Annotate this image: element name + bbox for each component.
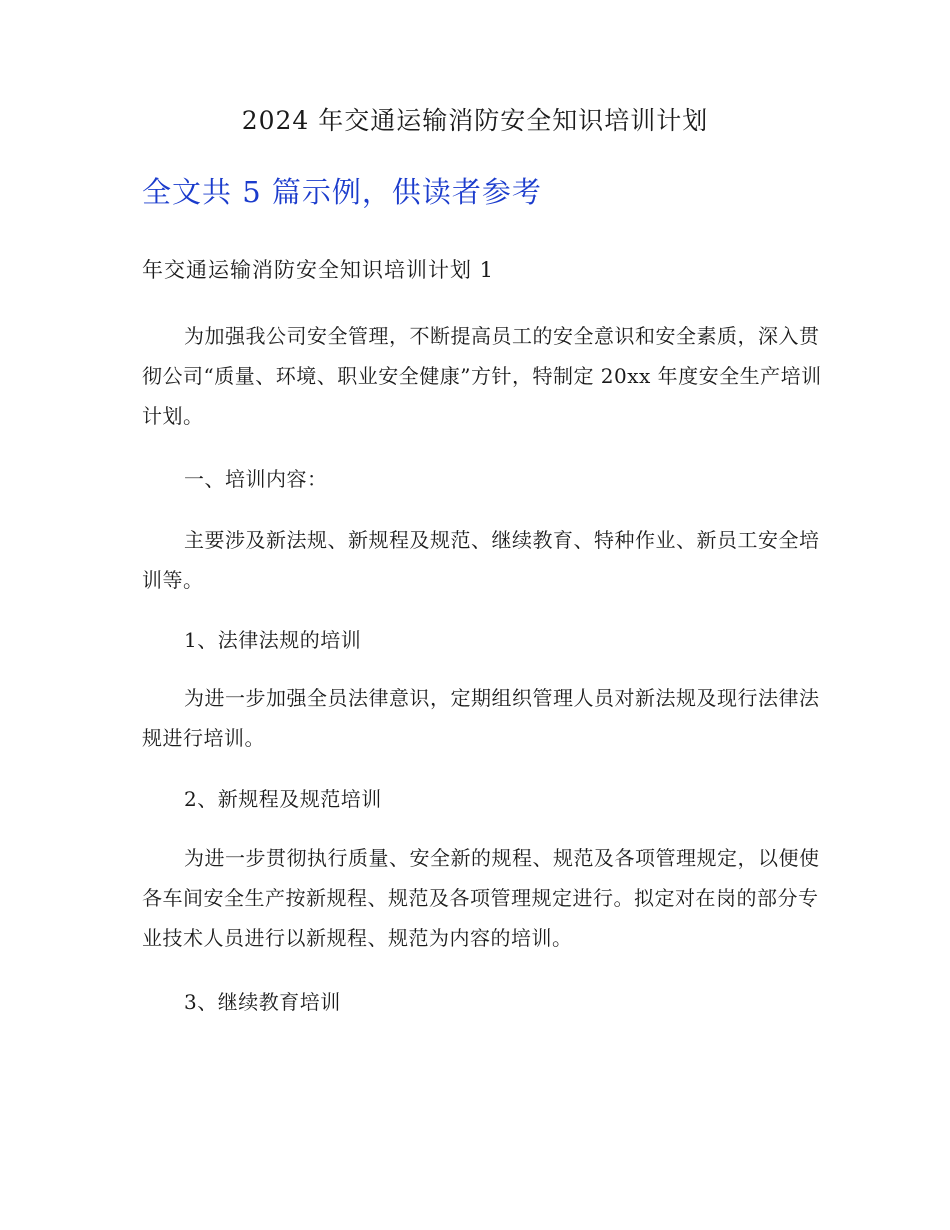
heading-continuing-education: 3、继续教育培训	[184, 990, 341, 1014]
document-title: 2024 年交通运输消防安全知识培训计划	[241, 106, 709, 135]
paragraph-intro: 为加强我公司安全管理，不断提高员工的安全意识和安全素质，深入贯彻公司“质量、环境、职业安全健康”方针，特制定 20xx 年度安全生产培训计划。	[142, 324, 822, 428]
heading-training-content: 一、培训内容：	[184, 467, 328, 491]
heading-law-training: 1、法律法规的培训	[184, 628, 362, 652]
paragraph-regulation-training: 为进一步贯彻执行质量、安全新的规程、规范及各项管理规定，以便使各车间安全生产按新规程、规范及各项管理规定进行。拟定对在岗的部分专业技术人员进行以新规程、规范为内容的培训。	[142, 846, 820, 950]
section-heading: 年交通运输消防安全知识培训计划 1	[142, 258, 495, 282]
heading-regulation-training: 2、新规程及规范培训	[184, 787, 382, 811]
paragraph-training-scope: 主要涉及新法规、新规程及规范、继续教育、特种作业、新员工安全培训等。	[142, 528, 820, 592]
paragraph-law-training: 为进一步加强全员法律意识，定期组织管理人员对新法规及现行法律法规进行培训。	[142, 686, 820, 750]
document-subtitle: 全文共 5 篇示例，供读者参考	[142, 175, 542, 209]
